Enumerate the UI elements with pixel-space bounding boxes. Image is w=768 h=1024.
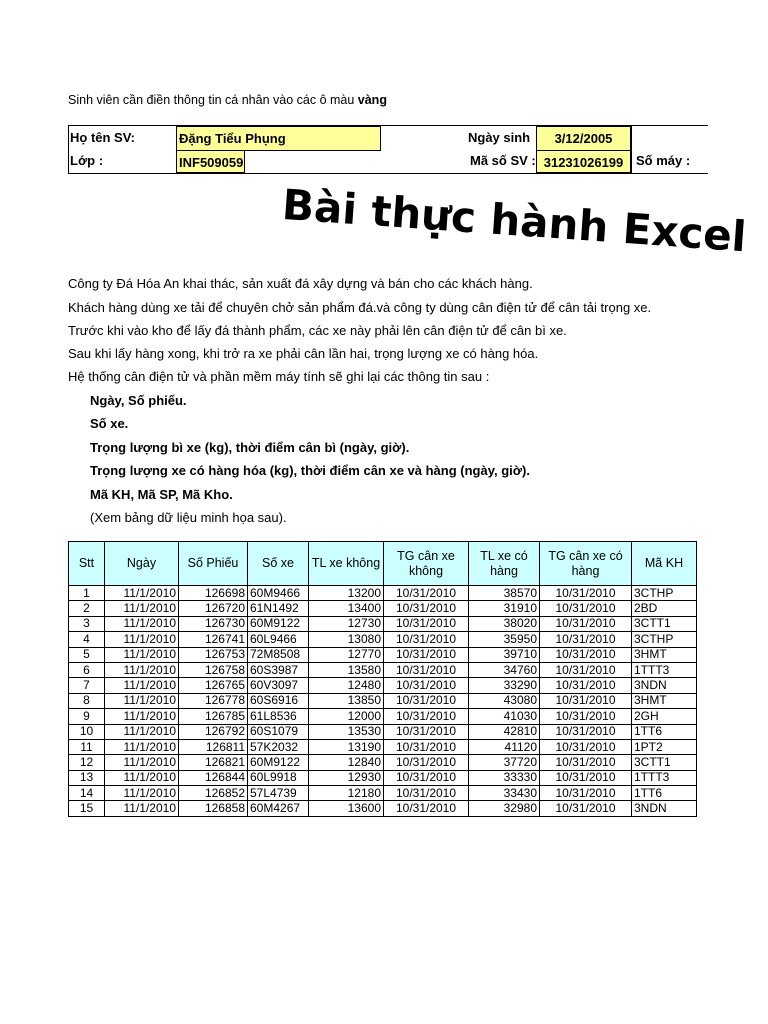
cell-empty-time[interactable]: 10/31/2010 [384, 786, 469, 801]
cell-empty-time[interactable]: 10/31/2010 [384, 616, 469, 631]
cell-date[interactable]: 11/1/2010 [105, 693, 179, 708]
cell-customer-code[interactable]: 1TT6 [632, 724, 697, 739]
instruction-main: Sinh viên cần điền thông tin cá nhân vào các ô màu [68, 93, 358, 107]
paragraph-3: Trước khi vào kho để lấy đá thành phẩm, các xe này phải lên cân điện tử để cân bì xe. [68, 323, 567, 338]
cell-date[interactable]: 11/1/2010 [105, 678, 179, 693]
cell-plate[interactable]: 60S1079 [248, 724, 309, 739]
header-date: Ngày [105, 542, 179, 586]
cell-loaded-time[interactable]: 10/31/2010 [540, 786, 632, 801]
cell-stt[interactable]: 4 [69, 632, 105, 647]
cell-plate[interactable]: 61L8536 [248, 709, 309, 724]
cell-loaded-time[interactable]: 10/31/2010 [540, 801, 632, 816]
cell-loaded-time[interactable]: 10/31/2010 [540, 586, 632, 601]
table-row [69, 647, 697, 662]
cell-stt[interactable]: 12 [69, 755, 105, 770]
header-plate: Số xe [248, 542, 309, 586]
cell-loaded-weight[interactable]: 32980 [469, 801, 540, 816]
cell-empty-weight[interactable]: 13850 [309, 693, 384, 708]
cell-date[interactable]: 11/1/2010 [105, 601, 179, 616]
cell-loaded-time[interactable]: 10/31/2010 [540, 662, 632, 677]
cell-empty-weight[interactable]: 12930 [309, 770, 384, 785]
cell-plate[interactable]: 72M8508 [248, 647, 309, 662]
cell-ticket-no[interactable]: 126720 [179, 601, 248, 616]
page-title: Bài thực hành Excel [280, 180, 748, 262]
cell-ticket-no[interactable]: 126852 [179, 786, 248, 801]
cell-ticket-no[interactable]: 126792 [179, 724, 248, 739]
cell-date[interactable]: 11/1/2010 [105, 662, 179, 677]
cell-loaded-time[interactable]: 10/31/2010 [540, 632, 632, 647]
cell-loaded-time[interactable]: 10/31/2010 [540, 647, 632, 662]
cell-stt[interactable]: 9 [69, 709, 105, 724]
table-row [69, 632, 697, 647]
cell-plate[interactable]: 60V3097 [248, 678, 309, 693]
cell-plate[interactable]: 60S3987 [248, 662, 309, 677]
bold-line-4: Trọng lượng xe có hàng hóa (kg), thời điểm cân xe và hàng (ngày, giờ). [90, 463, 530, 478]
cell-empty-time[interactable]: 10/31/2010 [384, 662, 469, 677]
cell-ticket-no[interactable]: 126698 [179, 586, 248, 601]
cell-loaded-weight[interactable]: 37720 [469, 755, 540, 770]
cell-customer-code[interactable]: 1TT6 [632, 786, 697, 801]
cell-empty-weight[interactable]: 12480 [309, 678, 384, 693]
cell-date[interactable]: 11/1/2010 [105, 647, 179, 662]
cell-date[interactable]: 11/1/2010 [105, 770, 179, 785]
cell-stt[interactable]: 1 [69, 586, 105, 601]
cell-empty-time[interactable]: 10/31/2010 [384, 801, 469, 816]
table-row [69, 755, 697, 770]
cell-loaded-time[interactable]: 10/31/2010 [540, 770, 632, 785]
cell-empty-time[interactable]: 10/31/2010 [384, 647, 469, 662]
cell-stt[interactable]: 3 [69, 616, 105, 631]
cell-loaded-weight[interactable]: 38570 [469, 586, 540, 601]
cell-empty-weight[interactable]: 13580 [309, 662, 384, 677]
cell-customer-code[interactable]: 3NDN [632, 801, 697, 816]
cell-empty-time[interactable]: 10/31/2010 [384, 739, 469, 754]
cell-empty-weight[interactable]: 12840 [309, 755, 384, 770]
cell-plate[interactable]: 60M9122 [248, 616, 309, 631]
cell-empty-weight[interactable]: 13200 [309, 586, 384, 601]
cell-empty-weight[interactable]: 12000 [309, 709, 384, 724]
instruction-text [68, 93, 387, 107]
cell-date[interactable]: 11/1/2010 [105, 724, 179, 739]
cell-loaded-weight[interactable]: 41120 [469, 739, 540, 754]
table-row [69, 693, 697, 708]
cell-stt[interactable]: 6 [69, 662, 105, 677]
paragraph-1: Công ty Đá Hóa An khai thác, sản xuất đá xây dựng và bán cho các khách hàng. [68, 276, 533, 291]
cell-ticket-no[interactable]: 126821 [179, 755, 248, 770]
cell-ticket-no[interactable]: 126811 [179, 739, 248, 754]
table-row [69, 616, 697, 631]
cell-loaded-weight[interactable]: 33290 [469, 678, 540, 693]
cell-plate[interactable]: 60M9466 [248, 586, 309, 601]
table-row [69, 586, 697, 601]
cell-stt[interactable]: 13 [69, 770, 105, 785]
cell-date[interactable]: 11/1/2010 [105, 709, 179, 724]
cell-empty-time[interactable]: 10/31/2010 [384, 709, 469, 724]
machine-label: Số máy : [636, 153, 691, 168]
cell-customer-code[interactable]: 3CTT1 [632, 755, 697, 770]
cell-empty-time[interactable]: 10/31/2010 [384, 632, 469, 647]
cell-empty-weight[interactable]: 13080 [309, 632, 384, 647]
note-line: (Xem bảng dữ liệu minh họa sau). [90, 510, 287, 525]
cell-empty-weight[interactable]: 13530 [309, 724, 384, 739]
cell-empty-weight[interactable]: 13400 [309, 601, 384, 616]
cell-empty-time[interactable]: 10/31/2010 [384, 755, 469, 770]
cell-empty-time[interactable]: 10/31/2010 [384, 724, 469, 739]
dob-label: Ngày sinh [468, 130, 531, 145]
cell-customer-code[interactable]: 3CTT1 [632, 616, 697, 631]
cell-ticket-no[interactable]: 126778 [179, 693, 248, 708]
class-label: Lớp : [70, 153, 104, 168]
cell-loaded-weight[interactable]: 34760 [469, 662, 540, 677]
cell-empty-weight[interactable]: 13600 [309, 801, 384, 816]
name-field[interactable]: Đặng Tiểu Phụng [176, 126, 381, 151]
cell-plate[interactable]: 57L4739 [248, 786, 309, 801]
paragraph-4: Sau khi lấy hàng xong, khi trở ra xe phải cân lần hai, trọng lượng xe có hàng hóa. [68, 346, 539, 361]
cell-date[interactable]: 11/1/2010 [105, 586, 179, 601]
header-loaded-time: TG cân xe có hàng [540, 542, 632, 586]
table-row [69, 801, 697, 816]
cell-loaded-weight[interactable]: 33330 [469, 770, 540, 785]
dob-field[interactable]: 3/12/2005 [536, 126, 631, 151]
table-row [69, 786, 697, 801]
cell-ticket-no[interactable]: 126785 [179, 709, 248, 724]
cell-plate[interactable]: 60M4267 [248, 801, 309, 816]
header-loaded-weight: TL xe có hàng [469, 542, 540, 586]
student-id-label: Mã số SV : [470, 153, 536, 168]
student-info-block [68, 125, 708, 175]
cell-empty-weight[interactable]: 13190 [309, 739, 384, 754]
cell-customer-code[interactable]: 1PT2 [632, 739, 697, 754]
table-header-row [69, 542, 697, 586]
cell-empty-weight[interactable]: 12770 [309, 647, 384, 662]
table-row [69, 662, 697, 677]
cell-date[interactable]: 11/1/2010 [105, 632, 179, 647]
class-field[interactable]: INF509059 [176, 150, 245, 173]
cell-plate[interactable]: 60M9122 [248, 755, 309, 770]
cell-customer-code[interactable]: 3NDN [632, 678, 697, 693]
cell-stt[interactable]: 15 [69, 801, 105, 816]
cell-customer-code[interactable]: 1TTT3 [632, 662, 697, 677]
cell-loaded-weight[interactable]: 42810 [469, 724, 540, 739]
cell-ticket-no[interactable]: 126844 [179, 770, 248, 785]
cell-empty-weight[interactable]: 12730 [309, 616, 384, 631]
cell-loaded-weight[interactable]: 31910 [469, 601, 540, 616]
cell-empty-time[interactable]: 10/31/2010 [384, 770, 469, 785]
cell-customer-code[interactable]: 1TTT3 [632, 770, 697, 785]
cell-date[interactable]: 11/1/2010 [105, 801, 179, 816]
cell-stt[interactable]: 11 [69, 739, 105, 754]
cell-loaded-time[interactable]: 10/31/2010 [540, 678, 632, 693]
cell-plate[interactable]: 57K2032 [248, 739, 309, 754]
cell-loaded-time[interactable]: 10/31/2010 [540, 616, 632, 631]
cell-date[interactable]: 11/1/2010 [105, 739, 179, 754]
cell-loaded-weight[interactable]: 38020 [469, 616, 540, 631]
cell-loaded-weight[interactable]: 33430 [469, 786, 540, 801]
cell-loaded-time[interactable]: 10/31/2010 [540, 709, 632, 724]
instruction-highlight: vàng [357, 93, 387, 107]
table-row [69, 739, 697, 754]
cell-plate[interactable]: 61N1492 [248, 601, 309, 616]
cell-loaded-weight[interactable]: 39710 [469, 647, 540, 662]
cell-customer-code[interactable]: 3HMT [632, 647, 697, 662]
cell-stt[interactable]: 8 [69, 693, 105, 708]
cell-empty-time[interactable]: 10/31/2010 [384, 601, 469, 616]
cell-loaded-time[interactable]: 10/31/2010 [540, 601, 632, 616]
header-empty-time: TG cân xe không [384, 542, 469, 586]
cell-loaded-weight[interactable]: 41030 [469, 709, 540, 724]
cell-date[interactable]: 11/1/2010 [105, 786, 179, 801]
bold-line-1: Ngày, Số phiếu. [90, 393, 187, 408]
cell-loaded-time[interactable]: 10/31/2010 [540, 693, 632, 708]
cell-empty-weight[interactable]: 12180 [309, 786, 384, 801]
bold-line-2: Số xe. [90, 416, 129, 431]
data-table [68, 541, 697, 817]
cell-empty-time[interactable]: 10/31/2010 [384, 693, 469, 708]
header-ticket-no: Số Phiếu [179, 542, 248, 586]
bold-line-3: Trọng lượng bì xe (kg), thời điểm cân bì (ngày, giờ). [90, 440, 410, 455]
cell-ticket-no[interactable]: 126765 [179, 678, 248, 693]
cell-customer-code[interactable]: 2GH [632, 709, 697, 724]
table-row [69, 709, 697, 724]
cell-customer-code[interactable]: 3CTHP [632, 586, 697, 601]
cell-plate[interactable]: 60L9918 [248, 770, 309, 785]
table-row [69, 724, 697, 739]
cell-stt[interactable]: 7 [69, 678, 105, 693]
cell-stt[interactable]: 2 [69, 601, 105, 616]
header-stt: Stt [69, 542, 105, 586]
table-row [69, 770, 697, 785]
bold-line-5: Mã KH, Mã SP, Mã Kho. [90, 487, 233, 502]
cell-ticket-no[interactable]: 126730 [179, 616, 248, 631]
cell-ticket-no[interactable]: 126741 [179, 632, 248, 647]
cell-stt[interactable]: 10 [69, 724, 105, 739]
cell-plate[interactable]: 60S6916 [248, 693, 309, 708]
cell-customer-code[interactable]: 3HMT [632, 693, 697, 708]
cell-stt[interactable]: 5 [69, 647, 105, 662]
student-id-field[interactable]: 31231026199 [536, 150, 631, 173]
name-label: Họ tên SV: [70, 130, 136, 145]
cell-ticket-no[interactable]: 126753 [179, 647, 248, 662]
header-customer-code: Mã KH [632, 542, 697, 586]
cell-date[interactable]: 11/1/2010 [105, 616, 179, 631]
header-empty-weight: TL xe không [309, 542, 384, 586]
cell-customer-code[interactable]: 2BD [632, 601, 697, 616]
cell-ticket-no[interactable]: 126758 [179, 662, 248, 677]
paragraph-2: Khách hàng dùng xe tải để chuyên chở sản phẩm đá.và công ty dùng cân điện tử để cân tải trọng xe. [68, 300, 652, 315]
cell-plate[interactable]: 60L9466 [248, 632, 309, 647]
cell-loaded-time[interactable]: 10/31/2010 [540, 739, 632, 754]
cell-ticket-no[interactable]: 126858 [179, 801, 248, 816]
cell-stt[interactable]: 14 [69, 786, 105, 801]
cell-empty-time[interactable]: 10/31/2010 [384, 678, 469, 693]
paragraph-5: Hệ thống cân điện tử và phần mềm máy tính sẽ ghi lại các thông tin sau : [68, 369, 490, 384]
cell-loaded-time[interactable]: 10/31/2010 [540, 724, 632, 739]
cell-loaded-weight[interactable]: 35950 [469, 632, 540, 647]
cell-date[interactable]: 11/1/2010 [105, 755, 179, 770]
table-row [69, 678, 697, 693]
cell-empty-time[interactable]: 10/31/2010 [384, 586, 469, 601]
cell-loaded-time[interactable]: 10/31/2010 [540, 755, 632, 770]
cell-customer-code[interactable]: 3CTHP [632, 632, 697, 647]
cell-loaded-weight[interactable]: 43080 [469, 693, 540, 708]
table-row [69, 601, 697, 616]
